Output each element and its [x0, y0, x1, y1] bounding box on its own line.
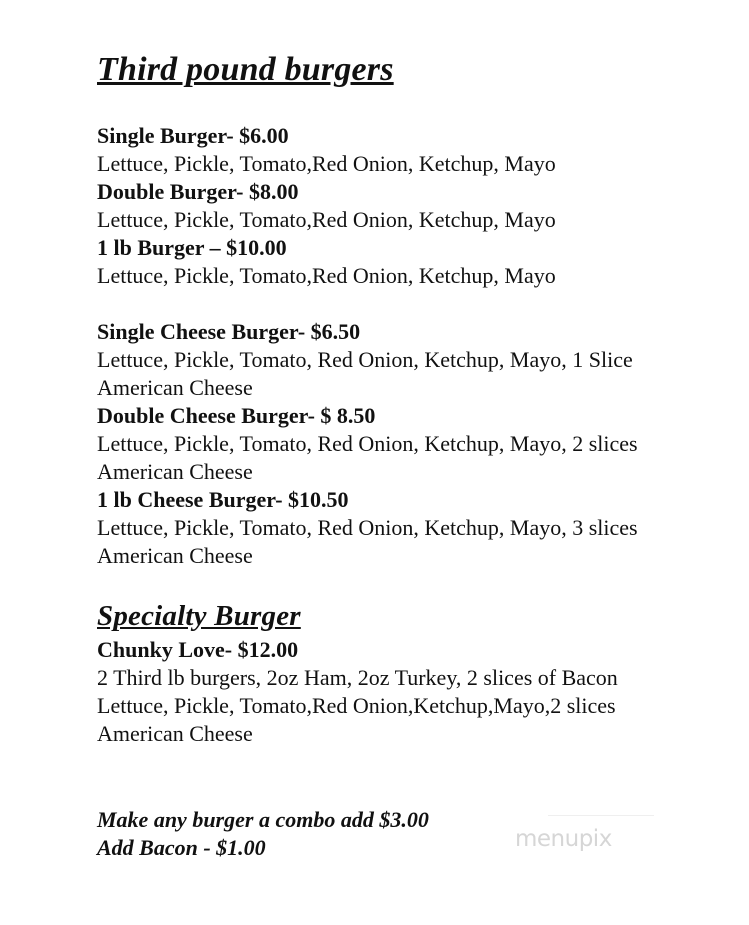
menu-item-name: 1 lb Cheese Burger- $10.50 [97, 487, 349, 512]
page-title: Third pound burgers [97, 51, 394, 88]
menu-item-name: Chunky Love- $12.00 [97, 637, 299, 662]
menu-item-name: Single Burger- $6.00 [97, 123, 289, 148]
menu-item-description: Lettuce, Pickle, Tomato,Red Onion,Ketchup,Mayo,2 slices [97, 693, 616, 718]
menu-item-description: Lettuce, Pickle, Tomato,Red Onion, Ketchup, Mayo [97, 151, 556, 176]
menu-item-name: Double Cheese Burger- $ 8.50 [97, 403, 376, 428]
bacon-note: Add Bacon - $1.00 [97, 835, 266, 860]
menu-item-description: American Cheese [97, 375, 253, 400]
watermark-rule [548, 815, 654, 816]
menu-item-description: American Cheese [97, 543, 253, 568]
menu-item-description: American Cheese [97, 459, 253, 484]
burgers-section [97, 122, 727, 290]
menu-item-name: Double Burger- $8.00 [97, 179, 299, 204]
menu-page [97, 48, 727, 862]
specialty-section [97, 598, 727, 748]
menu-item-description: American Cheese [97, 721, 253, 746]
menu-item-description: Lettuce, Pickle, Tomato, Red Onion, Ketchup, Mayo, 1 Slice [97, 347, 633, 372]
menu-item-description: 2 Third lb burgers, 2oz Ham, 2oz Turkey, 2 slices of Bacon [97, 665, 618, 690]
menu-item-description: Lettuce, Pickle, Tomato, Red Onion, Ketchup, Mayo, 3 slices [97, 515, 638, 540]
menu-item-name: Single Cheese Burger- $6.50 [97, 319, 361, 344]
cheese-burgers-section [97, 318, 727, 570]
menu-item-description: Lettuce, Pickle, Tomato,Red Onion, Ketchup, Mayo [97, 263, 556, 288]
specialty-heading: Specialty Burger [97, 600, 301, 632]
menu-item-description: Lettuce, Pickle, Tomato,Red Onion, Ketchup, Mayo [97, 207, 556, 232]
menu-item-description: Lettuce, Pickle, Tomato, Red Onion, Ketchup, Mayo, 2 slices [97, 431, 638, 456]
watermark-logo: menupix [515, 826, 612, 852]
menu-item-name: 1 lb Burger – $10.00 [97, 235, 287, 260]
combo-note: Make any burger a combo add $3.00 [97, 807, 429, 832]
